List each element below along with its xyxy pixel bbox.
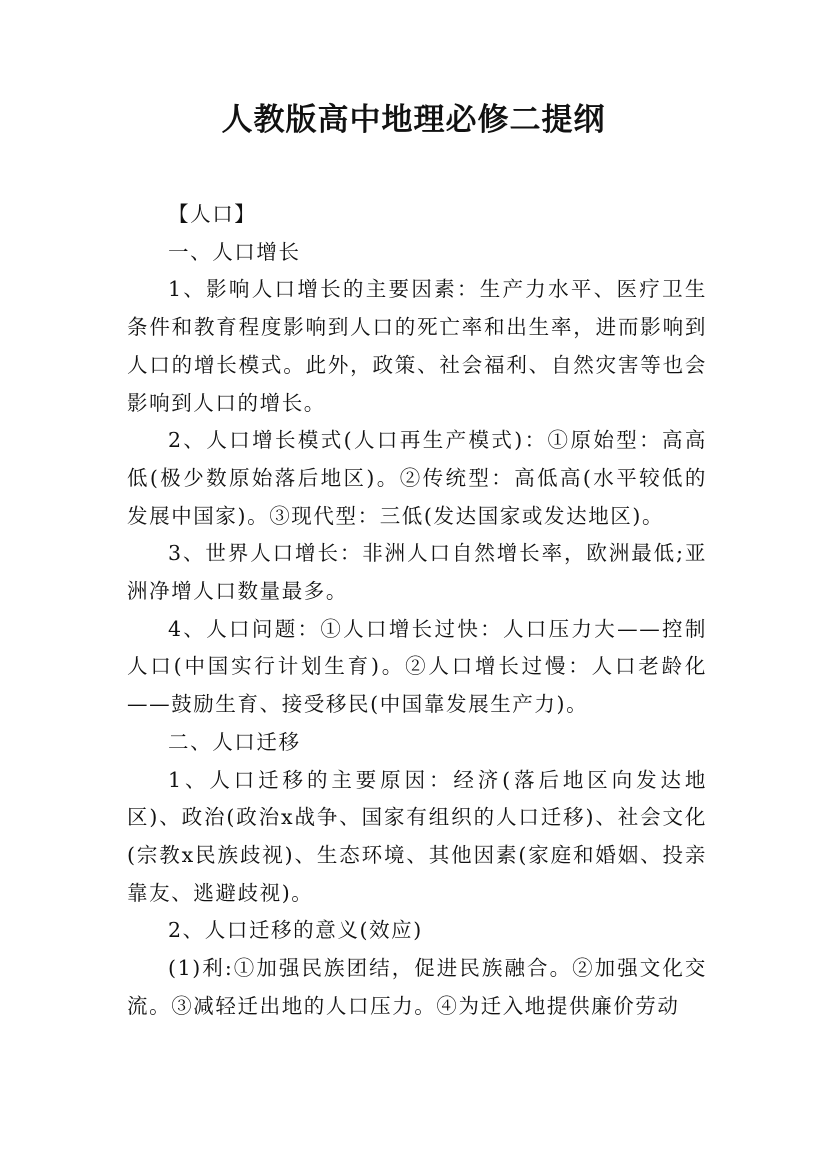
paragraph-population-problems: 4、人口问题：①人口增长过快：人口压力大——控制人口(中国实行计划生育)。②人口增长过慢：人口老龄化——鼓励生育、接受移民(中国靠发展生产力)。 xyxy=(127,616,707,717)
paragraph-migration-benefits: (1)利:①加强民族团结，促进民族融合。②加强文化交流。③减轻迁出地的人口压力。④为迁入地提供廉价劳动 xyxy=(127,956,707,1018)
document-body xyxy=(127,196,707,1025)
section-heading-population-growth: 一、人口增长 xyxy=(168,239,301,264)
paragraph-migration-significance-heading: 2、人口迁移的意义(效应) xyxy=(168,918,423,943)
paragraph-migration-causes: 1、人口迁移的主要原因：经济(落后地区向发达地区)、政治(政治x战争、国家有组织的人口迁移)、社会文化(宗教x民族歧视)、生态环境、其他因素(家庭和婚姻、投亲靠友、逃避歧视)。 xyxy=(127,767,707,905)
paragraph-growth-factors: 1、影响人口增长的主要因素：生产力水平、医疗卫生条件和教育程度影响到人口的死亡率和出生率，进而影响到人口的增长模式。此外，政策、社会福利、自然灾害等也会影响到人口的增长。 xyxy=(127,277,707,415)
section-label-population: 【人口】 xyxy=(168,202,257,226)
paragraph-world-growth: 3、世界人口增长：非洲人口自然增长率，欧洲最低;亚洲净增人口数量最多。 xyxy=(127,541,707,604)
document-title: 人教版高中地理必修二提纲 xyxy=(221,102,606,138)
paragraph-growth-modes: 2、人口增长模式(人口再生产模式)：①原始型：高高低(极少数原始落后地区)。②传统型：高低高(水平较低的发展中国家)。③现代型：三低(发达国家或发达地区)。 xyxy=(127,428,707,528)
section-heading-migration: 二、人口迁移 xyxy=(168,729,301,754)
